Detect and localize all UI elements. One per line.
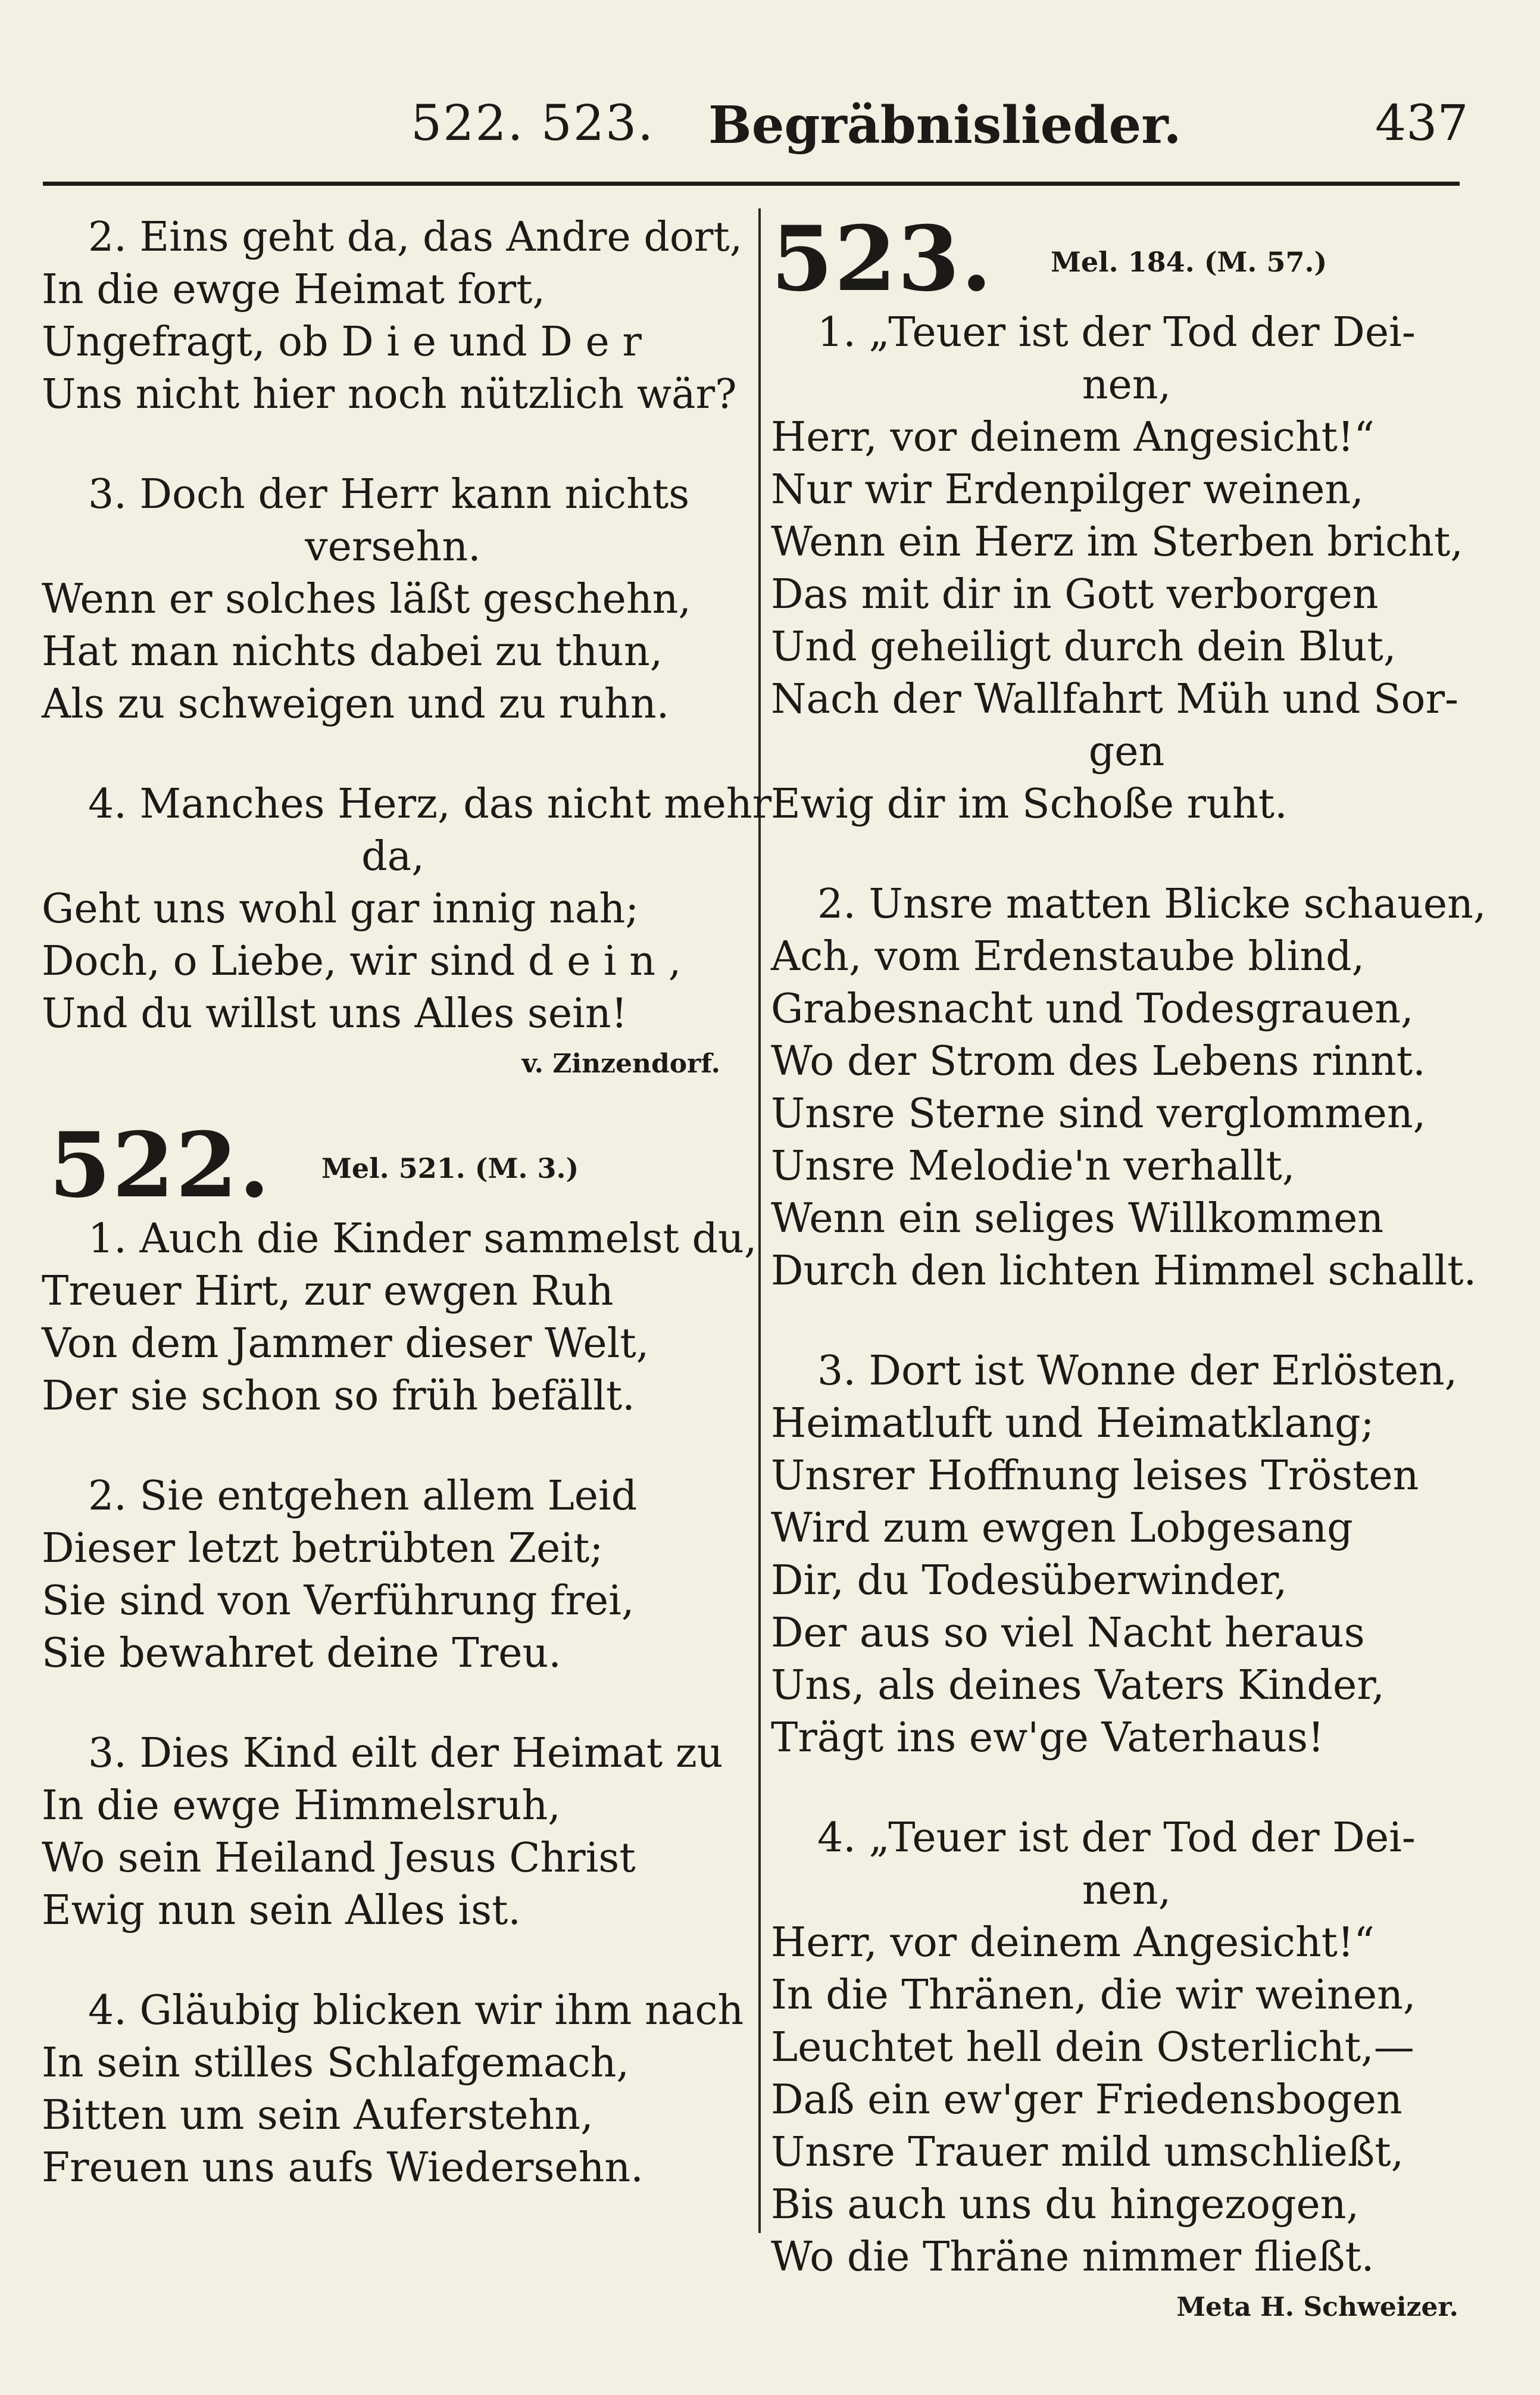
verse: [771, 878, 1486, 1298]
verse-line: Wird zum ewgen Lobgesang: [771, 1505, 1353, 1552]
verse-line: Leuchtet hell dein Osterlicht,—: [771, 2024, 1414, 2071]
verse: [771, 1345, 1482, 1764]
verse-line: Dieser letzt betrübten Zeit;: [42, 1525, 604, 1572]
verse-line: 3. Dies Kind eilt der Heimat zu: [88, 1730, 723, 1777]
verse-line: 3. Dort ist Wonne der Erlösten,: [817, 1348, 1458, 1395]
verse-line: Ewig dir im Schoße ruht.: [771, 781, 1288, 828]
verse-line: Ungefragt, ob D i e und D e r: [42, 319, 642, 366]
verse: [42, 1985, 744, 2194]
verse-line: Als zu schweigen und zu ruhn.: [42, 681, 670, 728]
header-title: Begräbnislieder.: [708, 95, 1182, 155]
verse-line: Bis auch uns du hingezogen,: [771, 2181, 1360, 2228]
verse-line: In die ewge Himmelsruh,: [42, 1782, 561, 1829]
verse-line: In sein stilles Schlafgemach,: [42, 2040, 629, 2087]
page-header: [0, 89, 1540, 161]
verse-line: Durch den lichten Himmel schallt.: [771, 1248, 1477, 1295]
verse-line: Wenn ein Herz im Sterben bricht,: [771, 519, 1463, 566]
verse-line: Ach, vom Erdenstaube blind,: [771, 933, 1365, 980]
hymn-heading: [42, 1113, 744, 1218]
verse-line: 4. Gläubig blicken wir ihm nach: [88, 1987, 744, 2034]
verse-line: da,: [361, 833, 424, 880]
verse: [42, 211, 744, 421]
hymn-heading: [771, 207, 1482, 311]
verse-line: Trägt ins ew'ge Vaterhaus!: [771, 1714, 1325, 1761]
verse-line: Das mit dir in Gott verborgen: [771, 571, 1379, 618]
verse: [42, 469, 744, 731]
verse-line: In die ewge Heimat fort,: [42, 266, 546, 313]
verse-line: Von dem Jammer dieser Welt,: [42, 1320, 649, 1367]
verse-line: Wenn er solches läßt geschehn,: [42, 576, 692, 623]
melody-reference: Mel. 184. (M. 57.): [1051, 246, 1327, 278]
verse-line: Der sie schon so früh befällt.: [42, 1373, 635, 1420]
verse-line: 2. Sie entgehen allem Leid: [88, 1473, 638, 1520]
verse-line: Nur wir Erdenpilger weinen,: [771, 466, 1364, 513]
verse: [42, 778, 772, 1040]
verse-line: Unsre Sterne sind verglommen,: [771, 1090, 1426, 1137]
verse-line: In die Thränen, die wir weinen,: [771, 1972, 1416, 2019]
verse-line: Bitten um sein Auferstehn,: [42, 2092, 593, 2139]
header-rule: [43, 182, 1460, 186]
verse-line: Wenn ein seliges Willkommen: [771, 1195, 1384, 1242]
verse-line: Nach der Wallfahrt Müh und Sor-: [771, 676, 1458, 723]
verse-line: Unsrer Hoffnung leises Trösten: [771, 1452, 1419, 1499]
verse-line: Wo der Strom des Lebens rinnt.: [771, 1038, 1426, 1085]
melody-reference: Mel. 521. (M. 3.): [321, 1152, 579, 1184]
header-hymn-numbers: 522. 523.: [411, 95, 655, 152]
verse-line: Sie bewahret deine Treu.: [42, 1630, 561, 1677]
verse-line: Und geheiligt durch dein Blut,: [771, 623, 1397, 671]
verse-line: Herr, vor deinem Angesicht!“: [771, 414, 1375, 461]
verse-line: Unsre Melodie'n verhallt,: [771, 1143, 1295, 1190]
verse-line: Treuer Hirt, zur ewgen Ruh: [42, 1268, 614, 1315]
verse-line: 4. Manches Herz, das nicht mehr: [88, 781, 772, 828]
verse-line: Und du willst uns Alles sein!: [42, 990, 627, 1037]
verse-line: Grabesnacht und Todesgrauen,: [771, 986, 1414, 1033]
verse-line: Daß ein ew'ger Friedensbogen: [771, 2076, 1402, 2123]
verse-line: Der aus so viel Nacht heraus: [771, 1610, 1365, 1657]
verse-line: Freuen uns aufs Wiedersehn.: [42, 2144, 644, 2191]
verse: [771, 307, 1482, 831]
verse: [771, 1812, 1482, 2284]
hymn-number: 523.: [771, 207, 994, 311]
verse: [42, 1213, 757, 1423]
verse-line: Doch, o Liebe, wir sind d e i n ,: [42, 938, 682, 985]
verse-line: Unsre Trauer mild umschließt,: [771, 2129, 1404, 2176]
right-column: [771, 207, 1486, 2331]
verse-line: 4. „Teuer ist der Tod der Dei-: [817, 1814, 1416, 1861]
verse-line: Sie sind von Verführung frei,: [42, 1577, 635, 1624]
verse-line: Uns, als deines Vaters Kinder,: [771, 1662, 1385, 1709]
verse-line: Hat man nichts dabei zu thun,: [42, 628, 663, 675]
verse-line: 3. Doch der Herr kann nichts: [88, 471, 690, 518]
verse-line: Dir, du Todesüberwinder,: [771, 1557, 1288, 1604]
column-divider: [758, 208, 761, 2233]
verse-line: 2. Unsre matten Blicke schauen,: [817, 881, 1486, 928]
left-column: [42, 211, 772, 2194]
verse: [42, 1470, 744, 1680]
verse-line: 1. Auch die Kinder sammelst du,: [88, 1215, 757, 1262]
verse-line: Ewig nun sein Alles ist.: [42, 1887, 521, 1934]
hymn-number: 522.: [49, 1113, 271, 1218]
verse-line: versehn.: [305, 523, 481, 570]
verse-line: Wo sein Heiland Jesus Christ: [42, 1835, 636, 1882]
author: Meta H. Schweizer.: [1176, 2292, 1458, 2322]
verse-line: Heimatluft und Heimatklang;: [771, 1400, 1375, 1447]
verse: [42, 1727, 744, 1937]
verse-line: gen: [1088, 728, 1165, 775]
verse-line: Herr, vor deinem Angesicht!“: [771, 1919, 1375, 1966]
verse-line: Wo die Thräne nimmer fließt.: [771, 2234, 1375, 2281]
verse-line: 2. Eins geht da, das Andre dort,: [88, 214, 743, 261]
page-number: 437: [1375, 95, 1469, 152]
verse-line: nen,: [1082, 361, 1172, 408]
verse-line: Uns nicht hier noch nützlich wär?: [42, 371, 737, 418]
verse-line: Geht uns wohl gar innig nah;: [42, 885, 639, 933]
verse-line: nen,: [1082, 1867, 1172, 1914]
author: v. Zinzendorf.: [521, 1049, 720, 1079]
verse-line: 1. „Teuer ist der Tod der Dei-: [817, 309, 1416, 356]
